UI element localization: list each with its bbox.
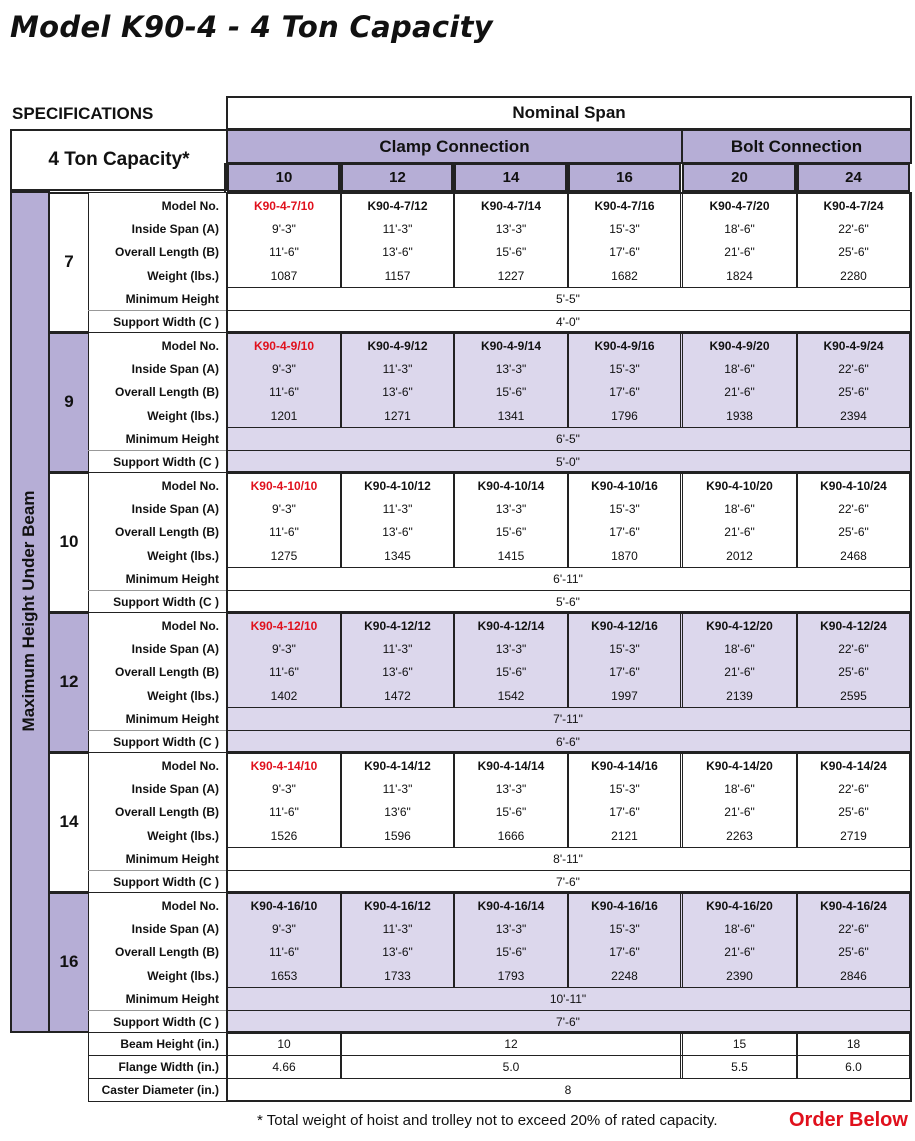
group-12-label-inside_span: Inside Span (A) <box>131 641 219 656</box>
flange-width-3: 6.0 <box>845 1060 862 1074</box>
group-7-inside_span-16: 15'-3" <box>609 221 640 236</box>
group-7-overall_length-14: 15'-6" <box>495 245 527 260</box>
group-10-height: 10 <box>59 532 79 551</box>
group-7-label-support-width: Support Width (C ) <box>113 315 219 330</box>
group-7-weight-10: 1087 <box>270 268 298 283</box>
group-12-weight-20: 2139 <box>726 688 753 703</box>
group-14-weight-24: 2719 <box>840 828 867 843</box>
group-9-model-20: K90-4-9/20 <box>709 338 770 353</box>
caster-diameter-label: Caster Diameter (in.) <box>101 1083 219 1097</box>
group-7-label-minimum-height: Minimum Height <box>125 291 219 306</box>
group-14-overall_length-20: 21'-6" <box>724 805 755 820</box>
group-10-label-inside_span: Inside Span (A) <box>131 501 219 516</box>
group-14-model-16: K90-4-14/16 <box>591 758 658 773</box>
beam-height-1: 12 <box>504 1037 518 1051</box>
group-12-inside_span-14: 13'-3" <box>495 641 527 656</box>
group-14-label-minimum-height: Minimum Height <box>125 851 219 866</box>
group-10-model-16: K90-4-10/16 <box>591 478 658 493</box>
group-14-weight-14: 1666 <box>497 828 525 843</box>
specifications-label: SPECIFICATIONS <box>12 104 154 123</box>
group-16-inside_span-14: 13'-3" <box>495 921 527 936</box>
group-14-model-14: K90-4-14/14 <box>477 758 545 773</box>
group-7-overall_length-20: 21'-6" <box>724 245 755 260</box>
group-16-label-minimum-height: Minimum Height <box>125 991 219 1006</box>
group-7-support-width: 4'-0" <box>556 315 580 330</box>
group-12-model-12: K90-4-12/12 <box>364 618 431 633</box>
group-14-weight-10: 1526 <box>270 828 298 843</box>
group-10-inside_span-14: 13'-3" <box>495 501 527 516</box>
group-7-weight-14: 1227 <box>497 268 525 283</box>
flange-width-label: Flange Width (in.) <box>118 1060 219 1074</box>
group-14-label-model: Model No. <box>161 758 219 773</box>
capacity-label: 4 Ton Capacity* <box>48 149 190 170</box>
group-12-overall_length-12: 13'-6" <box>382 665 413 680</box>
group-7-weight-24: 2280 <box>840 268 867 283</box>
bolt-connection-label: Bolt Connection <box>730 136 863 156</box>
page-title: Model K90-4 - 4 Ton Capacity <box>10 10 493 44</box>
group-14-weight-12: 1596 <box>384 828 411 843</box>
group-9-model-12: K90-4-9/12 <box>367 338 428 353</box>
group-10-overall_length-12: 13'-6" <box>382 525 413 540</box>
group-14-overall_length-14: 15'-6" <box>495 805 527 820</box>
group-14-support-width: 7'-6" <box>556 875 580 890</box>
group-9-inside_span-14: 13'-3" <box>495 361 527 376</box>
group-16-overall_length-16: 17'-6" <box>609 945 640 960</box>
group-10-inside_span-24: 22'-6" <box>838 501 869 516</box>
group-16-weight-20: 2390 <box>726 968 753 983</box>
group-12-inside_span-12: 11'-3" <box>382 641 413 656</box>
group-7-height: 7 <box>64 252 74 271</box>
group-16-inside_span-10: 9'-3" <box>272 921 296 936</box>
group-12-overall_length-10: 11'-6" <box>269 665 299 680</box>
group-16-model-20: K90-4-16/20 <box>706 898 773 913</box>
group-9-label-support-width: Support Width (C ) <box>113 455 219 470</box>
group-9-label-inside_span: Inside Span (A) <box>131 361 219 376</box>
group-14-overall_length-24: 25'-6" <box>838 805 869 820</box>
group-7-minimum-height: 5'-5" <box>556 291 580 306</box>
flange-width-1: 5.0 <box>502 1060 520 1074</box>
group-12-inside_span-10: 9'-3" <box>272 641 296 656</box>
group-12-inside_span-20: 18'-6" <box>724 641 755 656</box>
group-12-model-20: K90-4-12/20 <box>706 618 773 633</box>
group-12-minimum-height: 7'-11" <box>553 711 583 726</box>
span-header-10: 10 <box>275 169 293 186</box>
group-16-weight-24: 2846 <box>840 968 867 983</box>
group-14-model-24: K90-4-14/24 <box>820 758 887 773</box>
group-14-weight-16: 2121 <box>611 828 638 843</box>
group-10-inside_span-20: 18'-6" <box>724 501 755 516</box>
group-14-overall_length-10: 11'-6" <box>269 805 299 820</box>
group-16-minimum-height: 10'-11" <box>549 991 587 1006</box>
group-12-weight-10: 1402 <box>270 688 298 703</box>
group-9-label-minimum-height: Minimum Height <box>125 431 219 446</box>
group-14-model-10: K90-4-14/10 <box>250 758 318 773</box>
group-9-overall_length-20: 21'-6" <box>724 385 755 400</box>
beam-height-0: 10 <box>277 1037 291 1051</box>
group-16-overall_length-14: 15'-6" <box>495 945 527 960</box>
group-10-overall_length-14: 15'-6" <box>495 525 527 540</box>
group-14-model-20: K90-4-14/20 <box>706 758 773 773</box>
group-9-overall_length-10: 11'-6" <box>269 385 299 400</box>
group-14-label-overall_length: Overall Length (B) <box>114 805 219 820</box>
group-16-model-10: K90-4-16/10 <box>250 898 318 913</box>
group-16-label-weight: Weight (lbs.) <box>147 968 219 983</box>
group-12-overall_length-24: 25'-6" <box>838 665 869 680</box>
group-16-overall_length-12: 13'-6" <box>382 945 413 960</box>
group-16-overall_length-20: 21'-6" <box>724 945 755 960</box>
group-9-inside_span-12: 11'-3" <box>382 361 413 376</box>
group-7-inside_span-14: 13'-3" <box>495 221 527 236</box>
group-10-weight-24: 2468 <box>840 548 867 563</box>
group-10-label-model: Model No. <box>161 478 219 493</box>
group-12-height: 12 <box>59 672 79 691</box>
group-9-model-14: K90-4-9/14 <box>480 338 542 353</box>
group-16-inside_span-24: 22'-6" <box>838 921 869 936</box>
span-header-12: 12 <box>389 169 406 186</box>
group-12-model-14: K90-4-12/14 <box>477 618 545 633</box>
clamp-connection-label: Clamp Connection <box>379 136 530 156</box>
group-16-model-12: K90-4-16/12 <box>364 898 431 913</box>
group-16-overall_length-24: 25'-6" <box>838 945 869 960</box>
group-14-inside_span-20: 18'-6" <box>724 781 755 796</box>
group-7-model-10: K90-4-7/10 <box>253 198 315 213</box>
group-14-height: 14 <box>59 812 79 831</box>
group-9-model-10: K90-4-9/10 <box>253 338 315 353</box>
group-9-weight-16: 1796 <box>611 408 638 423</box>
group-7-model-24: K90-4-7/24 <box>823 198 884 213</box>
group-10-overall_length-20: 21'-6" <box>724 525 755 540</box>
beam-height-2: 15 <box>732 1037 747 1051</box>
nominal-span-label: Nominal Span <box>512 103 626 122</box>
group-7-weight-20: 1824 <box>726 268 753 283</box>
group-14-inside_span-24: 22'-6" <box>838 781 869 796</box>
group-12-model-16: K90-4-12/16 <box>591 618 658 633</box>
group-16-height: 16 <box>59 952 79 971</box>
group-10-weight-10: 1275 <box>270 548 298 563</box>
beam-height-label: Beam Height (in.) <box>120 1037 219 1051</box>
group-9-weight-20: 1938 <box>726 408 753 423</box>
group-12-model-24: K90-4-12/24 <box>820 618 887 633</box>
group-9-minimum-height: 6'-5" <box>556 431 580 446</box>
group-7-model-20: K90-4-7/20 <box>709 198 770 213</box>
group-10-label-support-width: Support Width (C ) <box>113 595 219 610</box>
group-12-label-model: Model No. <box>161 618 219 633</box>
group-9-overall_length-12: 13'-6" <box>382 385 413 400</box>
group-9-model-16: K90-4-9/16 <box>594 338 655 353</box>
span-header-14: 14 <box>502 169 520 186</box>
group-9-overall_length-16: 17'-6" <box>609 385 640 400</box>
group-12-inside_span-24: 22'-6" <box>838 641 869 656</box>
flange-width-0: 4.66 <box>272 1060 296 1074</box>
group-14-overall_length-16: 17'-6" <box>609 805 640 820</box>
group-7-inside_span-20: 18'-6" <box>724 221 755 236</box>
group-7-weight-12: 1157 <box>384 268 411 283</box>
group-9-inside_span-20: 18'-6" <box>724 361 755 376</box>
group-7-overall_length-16: 17'-6" <box>609 245 640 260</box>
group-16-weight-16: 2248 <box>611 968 638 983</box>
group-16-model-16: K90-4-16/16 <box>591 898 658 913</box>
group-10-inside_span-12: 11'-3" <box>382 501 413 516</box>
group-9-inside_span-10: 9'-3" <box>272 361 296 376</box>
group-16-support-width: 7'-6" <box>556 1015 580 1030</box>
group-9-overall_length-14: 15'-6" <box>495 385 527 400</box>
group-9-label-weight: Weight (lbs.) <box>147 408 219 423</box>
group-12-label-minimum-height: Minimum Height <box>125 711 219 726</box>
group-9-weight-24: 2394 <box>840 408 867 423</box>
group-7-weight-16: 1682 <box>611 268 638 283</box>
group-10-model-12: K90-4-10/12 <box>364 478 431 493</box>
group-14-inside_span-10: 9'-3" <box>272 781 296 796</box>
group-16-weight-10: 1653 <box>270 968 298 983</box>
group-9-inside_span-24: 22'-6" <box>838 361 869 376</box>
group-9-label-model: Model No. <box>161 338 219 353</box>
group-16-label-model: Model No. <box>161 898 219 913</box>
group-16-overall_length-10: 11'-6" <box>269 945 299 960</box>
group-16-label-overall_length: Overall Length (B) <box>114 945 219 960</box>
group-9-overall_length-24: 25'-6" <box>838 385 869 400</box>
group-7-inside_span-24: 22'-6" <box>838 221 869 236</box>
group-12-label-weight: Weight (lbs.) <box>147 688 219 703</box>
group-9-weight-12: 1271 <box>384 408 411 423</box>
group-14-label-inside_span: Inside Span (A) <box>131 781 219 796</box>
group-7-overall_length-10: 11'-6" <box>269 245 299 260</box>
group-12-overall_length-16: 17'-6" <box>609 665 640 680</box>
group-14-model-12: K90-4-14/12 <box>364 758 431 773</box>
group-10-label-weight: Weight (lbs.) <box>147 548 219 563</box>
max-height-label: Maximum Height Under Beam <box>19 490 38 732</box>
group-10-model-14: K90-4-10/14 <box>477 478 545 493</box>
group-12-label-overall_length: Overall Length (B) <box>114 665 219 680</box>
group-7-inside_span-12: 11'-3" <box>382 221 413 236</box>
group-14-weight-20: 2263 <box>726 828 753 843</box>
group-9-height: 9 <box>64 392 74 411</box>
group-7-overall_length-24: 25'-6" <box>838 245 869 260</box>
group-9-inside_span-16: 15'-3" <box>609 361 640 376</box>
group-9-support-width: 5'-0" <box>556 455 580 470</box>
caster-diameter-value: 8 <box>564 1083 572 1097</box>
group-12-weight-16: 1997 <box>611 688 638 703</box>
group-12-weight-24: 2595 <box>840 688 867 703</box>
group-7-label-inside_span: Inside Span (A) <box>131 221 219 236</box>
group-10-model-20: K90-4-10/20 <box>706 478 773 493</box>
group-14-overall_length-12: 13'6" <box>384 805 411 820</box>
group-10-overall_length-16: 17'-6" <box>609 525 640 540</box>
group-10-label-minimum-height: Minimum Height <box>125 571 219 586</box>
group-16-inside_span-16: 15'-3" <box>609 921 640 936</box>
group-10-weight-16: 1870 <box>611 548 638 563</box>
group-16-inside_span-20: 18'-6" <box>724 921 755 936</box>
group-14-label-support-width: Support Width (C ) <box>113 875 219 890</box>
group-9-model-24: K90-4-9/24 <box>823 338 884 353</box>
span-header-20: 20 <box>731 169 748 186</box>
group-16-weight-14: 1793 <box>497 968 525 983</box>
group-7-label-weight: Weight (lbs.) <box>147 268 219 283</box>
span-header-24: 24 <box>845 169 862 186</box>
group-7-label-overall_length: Overall Length (B) <box>114 245 219 260</box>
group-12-support-width: 6'-6" <box>556 735 580 750</box>
group-10-inside_span-10: 9'-3" <box>272 501 296 516</box>
footnote: * Total weight of hoist and trolley not to exceed 20% of rated capacity. <box>257 1112 718 1129</box>
group-10-overall_length-10: 11'-6" <box>269 525 299 540</box>
group-12-label-support-width: Support Width (C ) <box>113 735 219 750</box>
group-12-weight-14: 1542 <box>497 688 525 703</box>
group-14-inside_span-12: 11'-3" <box>382 781 413 796</box>
group-16-label-support-width: Support Width (C ) <box>113 1015 219 1030</box>
group-16-inside_span-12: 11'-3" <box>382 921 413 936</box>
group-7-label-model: Model No. <box>161 198 219 213</box>
group-12-overall_length-14: 15'-6" <box>495 665 527 680</box>
group-10-weight-14: 1415 <box>497 548 525 563</box>
group-16-model-14: K90-4-16/14 <box>477 898 545 913</box>
group-10-weight-12: 1345 <box>384 548 411 563</box>
group-14-minimum-height: 8'-11" <box>553 851 583 866</box>
group-12-weight-12: 1472 <box>384 688 411 703</box>
group-7-model-16: K90-4-7/16 <box>594 198 655 213</box>
group-14-inside_span-16: 15'-3" <box>609 781 640 796</box>
group-10-overall_length-24: 25'-6" <box>838 525 869 540</box>
group-16-model-24: K90-4-16/24 <box>820 898 887 913</box>
group-7-overall_length-12: 13'-6" <box>382 245 413 260</box>
group-10-minimum-height: 6'-11" <box>553 571 583 586</box>
span-header-16: 16 <box>616 169 633 186</box>
group-12-inside_span-16: 15'-3" <box>609 641 640 656</box>
group-9-label-overall_length: Overall Length (B) <box>114 385 219 400</box>
order-below-link[interactable]: Order Below <box>789 1109 908 1131</box>
group-10-model-24: K90-4-10/24 <box>820 478 887 493</box>
group-10-weight-20: 2012 <box>726 548 753 563</box>
group-14-inside_span-14: 13'-3" <box>495 781 527 796</box>
group-14-label-weight: Weight (lbs.) <box>147 828 219 843</box>
group-16-label-inside_span: Inside Span (A) <box>131 921 219 936</box>
group-16-weight-12: 1733 <box>384 968 411 983</box>
flange-width-2: 5.5 <box>731 1060 748 1074</box>
group-12-model-10: K90-4-12/10 <box>250 618 318 633</box>
group-9-weight-10: 1201 <box>270 408 298 423</box>
group-10-model-10: K90-4-10/10 <box>250 478 318 493</box>
group-10-inside_span-16: 15'-3" <box>609 501 640 516</box>
beam-height-3: 18 <box>846 1037 861 1051</box>
group-12-overall_length-20: 21'-6" <box>724 665 755 680</box>
group-7-model-12: K90-4-7/12 <box>367 198 428 213</box>
group-10-support-width: 5'-6" <box>556 595 580 610</box>
group-7-inside_span-10: 9'-3" <box>272 221 296 236</box>
group-7-model-14: K90-4-7/14 <box>480 198 542 213</box>
group-9-weight-14: 1341 <box>497 408 525 423</box>
group-10-label-overall_length: Overall Length (B) <box>114 525 219 540</box>
